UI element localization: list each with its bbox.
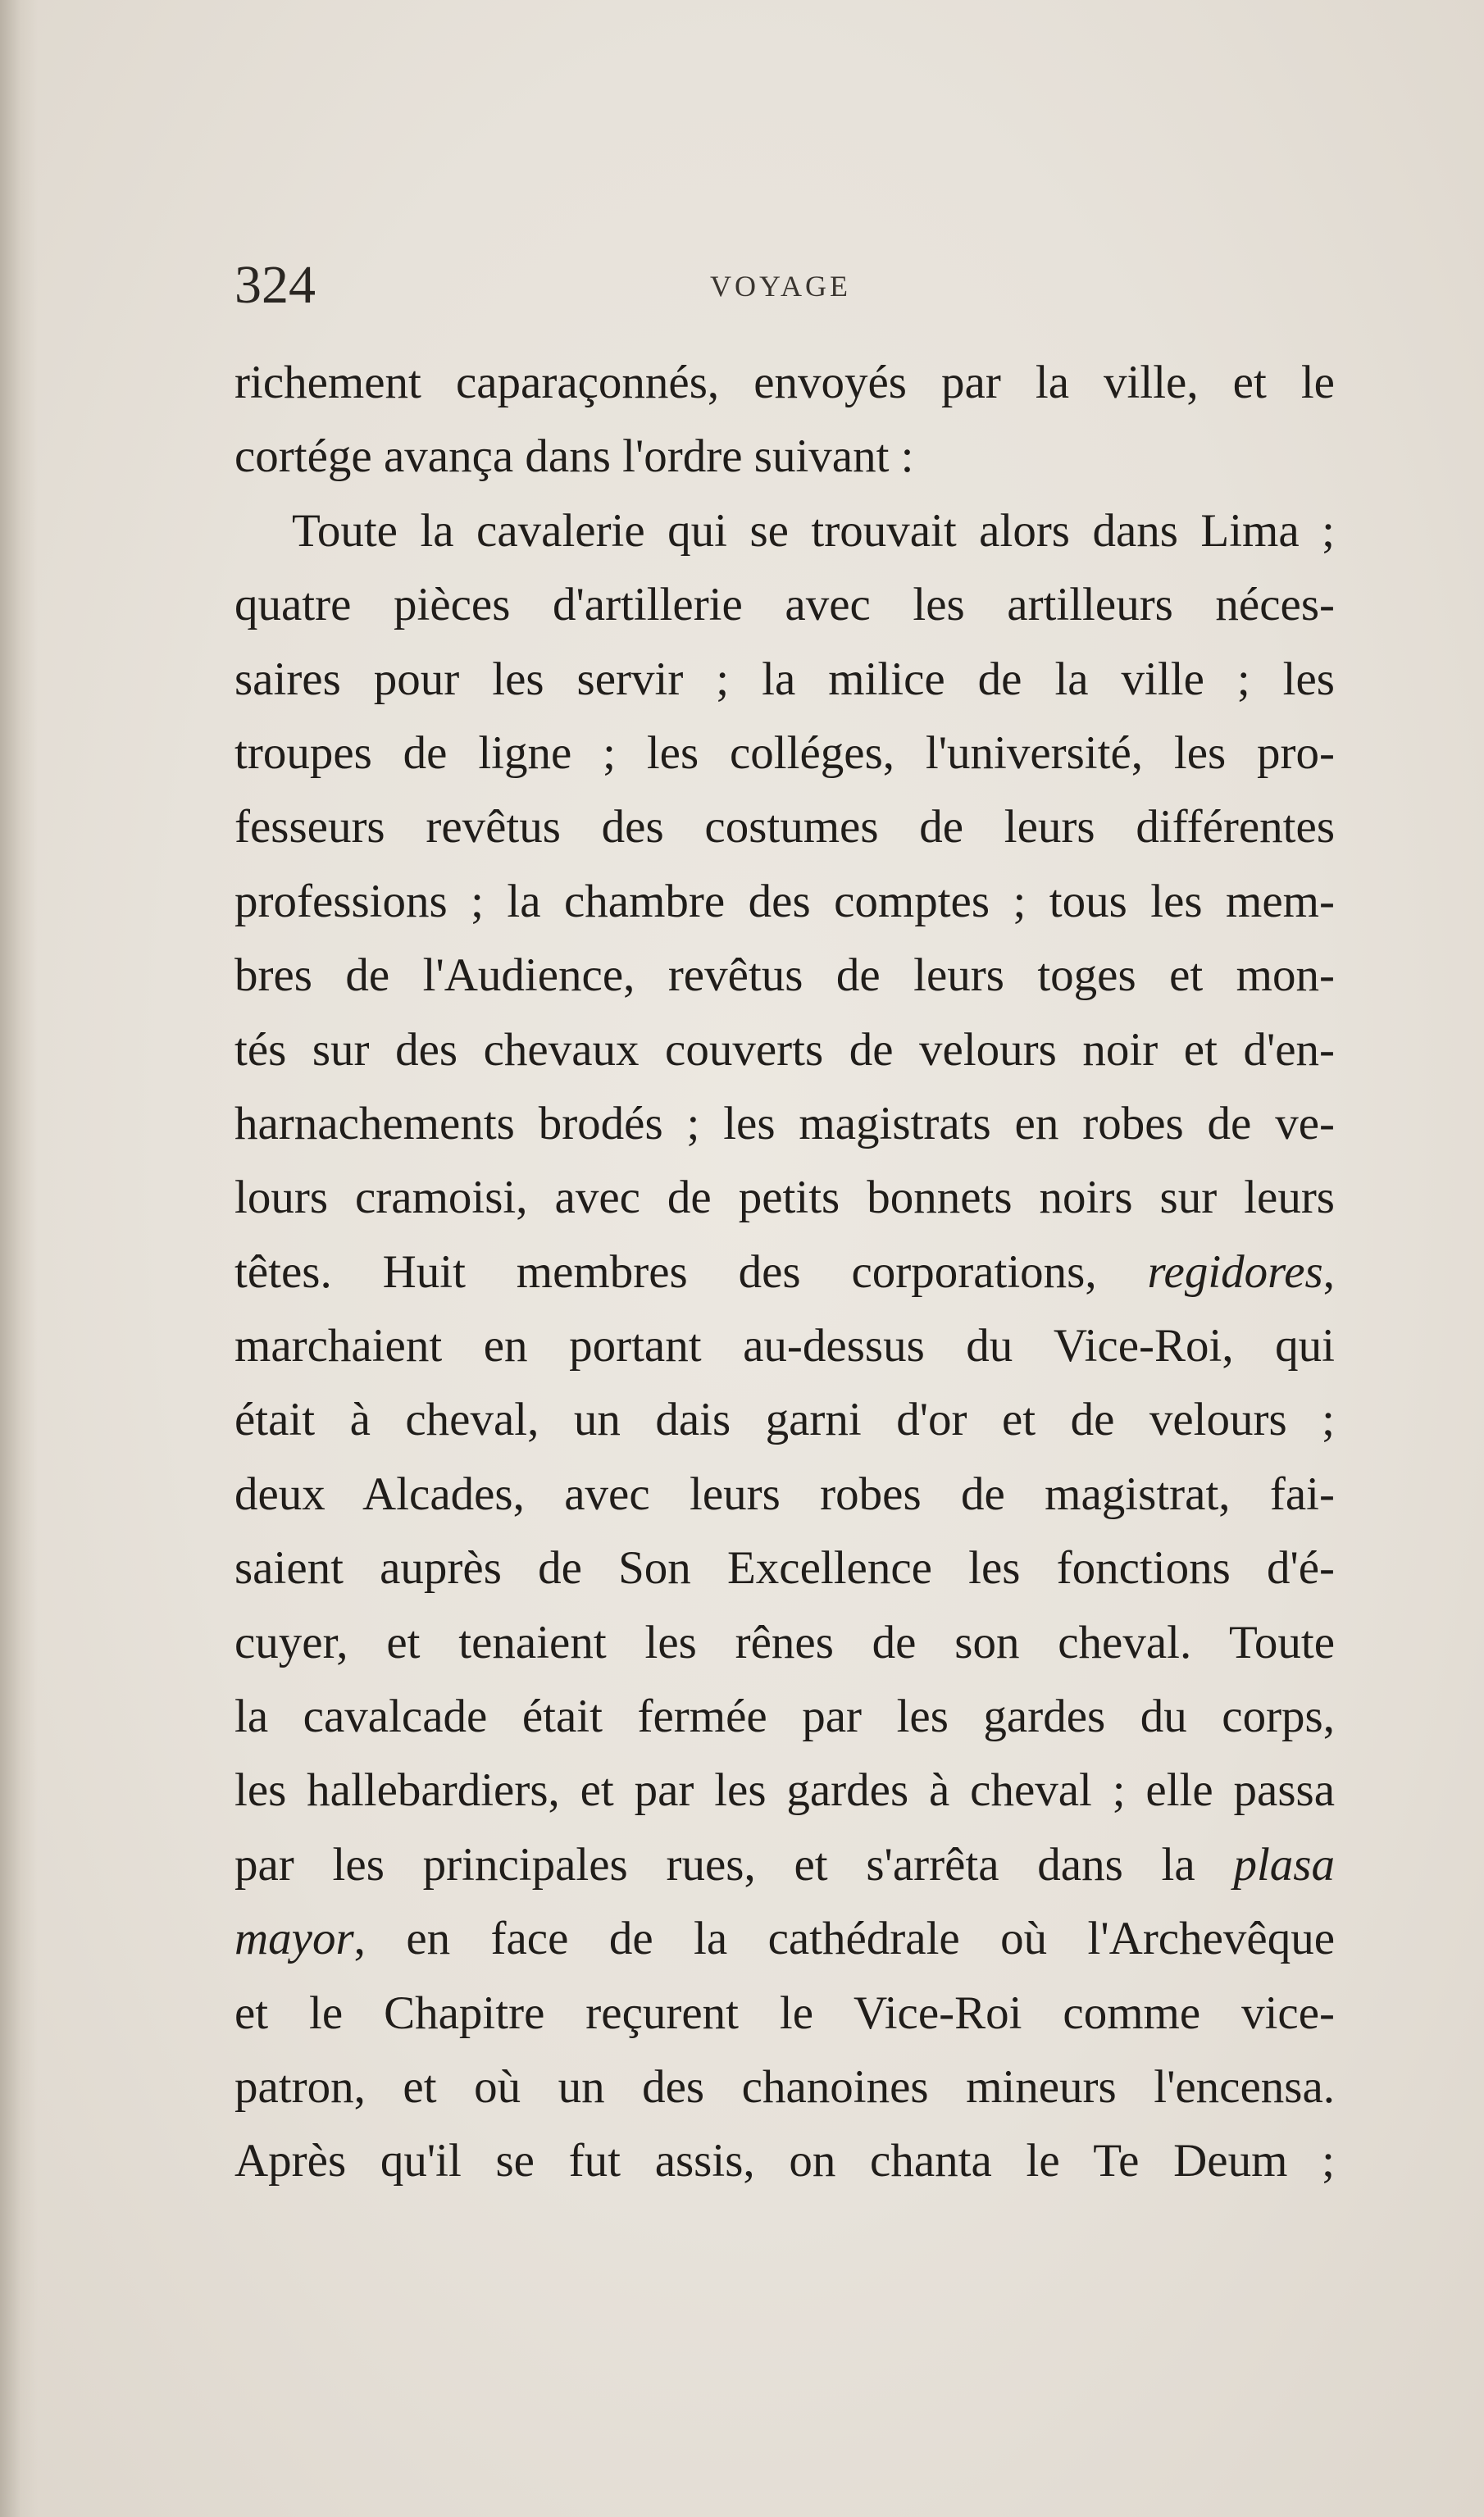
text-line (234, 1902, 1335, 1976)
text-line: Toute la cavalerie qui se trouvait alors dans Lima ; (292, 504, 1335, 557)
text-line: harnachements brodés ; les magistrats en robes de ve- (234, 1097, 1335, 1149)
text-line: les hallebardiers, et par les gardes à cheval ; elle passa (234, 1764, 1335, 1817)
italic-term: mayor (234, 1913, 354, 1965)
text-line (234, 1828, 1335, 1902)
text-line: patron, et où un des chanoines mineurs l'encensa. (234, 2060, 1335, 2113)
text-line: fesseurs revêtus des costumes de leurs différentes (234, 801, 1335, 853)
text-line: marchaient en portant au-dessus du Vice-Roi, qui (234, 1320, 1335, 1372)
text-line: tés sur des chevaux couverts de velours noir et d'en- (234, 1023, 1335, 1076)
text-segment: têtes. Huit membres des corporations, (234, 1245, 1148, 1298)
running-head (234, 253, 1341, 318)
text-line: lours cramoisi, avec de petits bonnets noirs sur leurs (234, 1172, 1335, 1224)
text-line (234, 1236, 1335, 1309)
text-line: était à cheval, un dais garni d'or et de velours ; (234, 1394, 1335, 1446)
text-line: professions ; la chambre des comptes ; tous les mem- (234, 875, 1335, 927)
running-title: VOYAGE (710, 270, 851, 303)
page-number: 324 (234, 255, 316, 315)
text-line: richement caparaçonnés, envoyés par la ville, et le (234, 357, 1335, 408)
text-line: cuyer, et tenaient les rênes de son cheval. Toute (234, 1616, 1335, 1668)
italic-term: plasa (1233, 1838, 1335, 1891)
text-line: troupes de ligne ; les colléges, l'université, les pro- (234, 726, 1335, 779)
text-line: saires pour les servir ; la milice de la ville ; les (234, 653, 1335, 705)
text-line: quatre pièces d'artillerie avec les artilleurs néces- (234, 579, 1335, 631)
text-line: la cavalcade était fermée par les gardes du corps, (234, 1691, 1335, 1743)
body-text (234, 346, 1335, 2199)
text-segment: , en face de la cathédrale où l'Archevêque (353, 1913, 1335, 1965)
italic-term: regidores (1147, 1245, 1323, 1298)
text-line: cortége avança dans l'ordre suivant : (234, 430, 914, 483)
text-line: bres de l'Audience, revêtus de leurs toges et mon- (234, 949, 1335, 1002)
text-line: saient auprès de Son Excellence les fonctions d'é- (234, 1542, 1335, 1595)
text-line: deux Alcades, avec leurs robes de magistrat, fai- (234, 1468, 1335, 1520)
text-segment: par les principales rues, et s'arrêta dans la (234, 1838, 1234, 1891)
page-gutter-shadow (0, 0, 38, 2517)
text-segment: , (1322, 1245, 1335, 1298)
text-line: et le Chapitre reçurent le Vice-Roi comme vice- (234, 1987, 1335, 2039)
text-line: Après qu'il se fut assis, on chanta le Te Deum ; (234, 2135, 1335, 2187)
